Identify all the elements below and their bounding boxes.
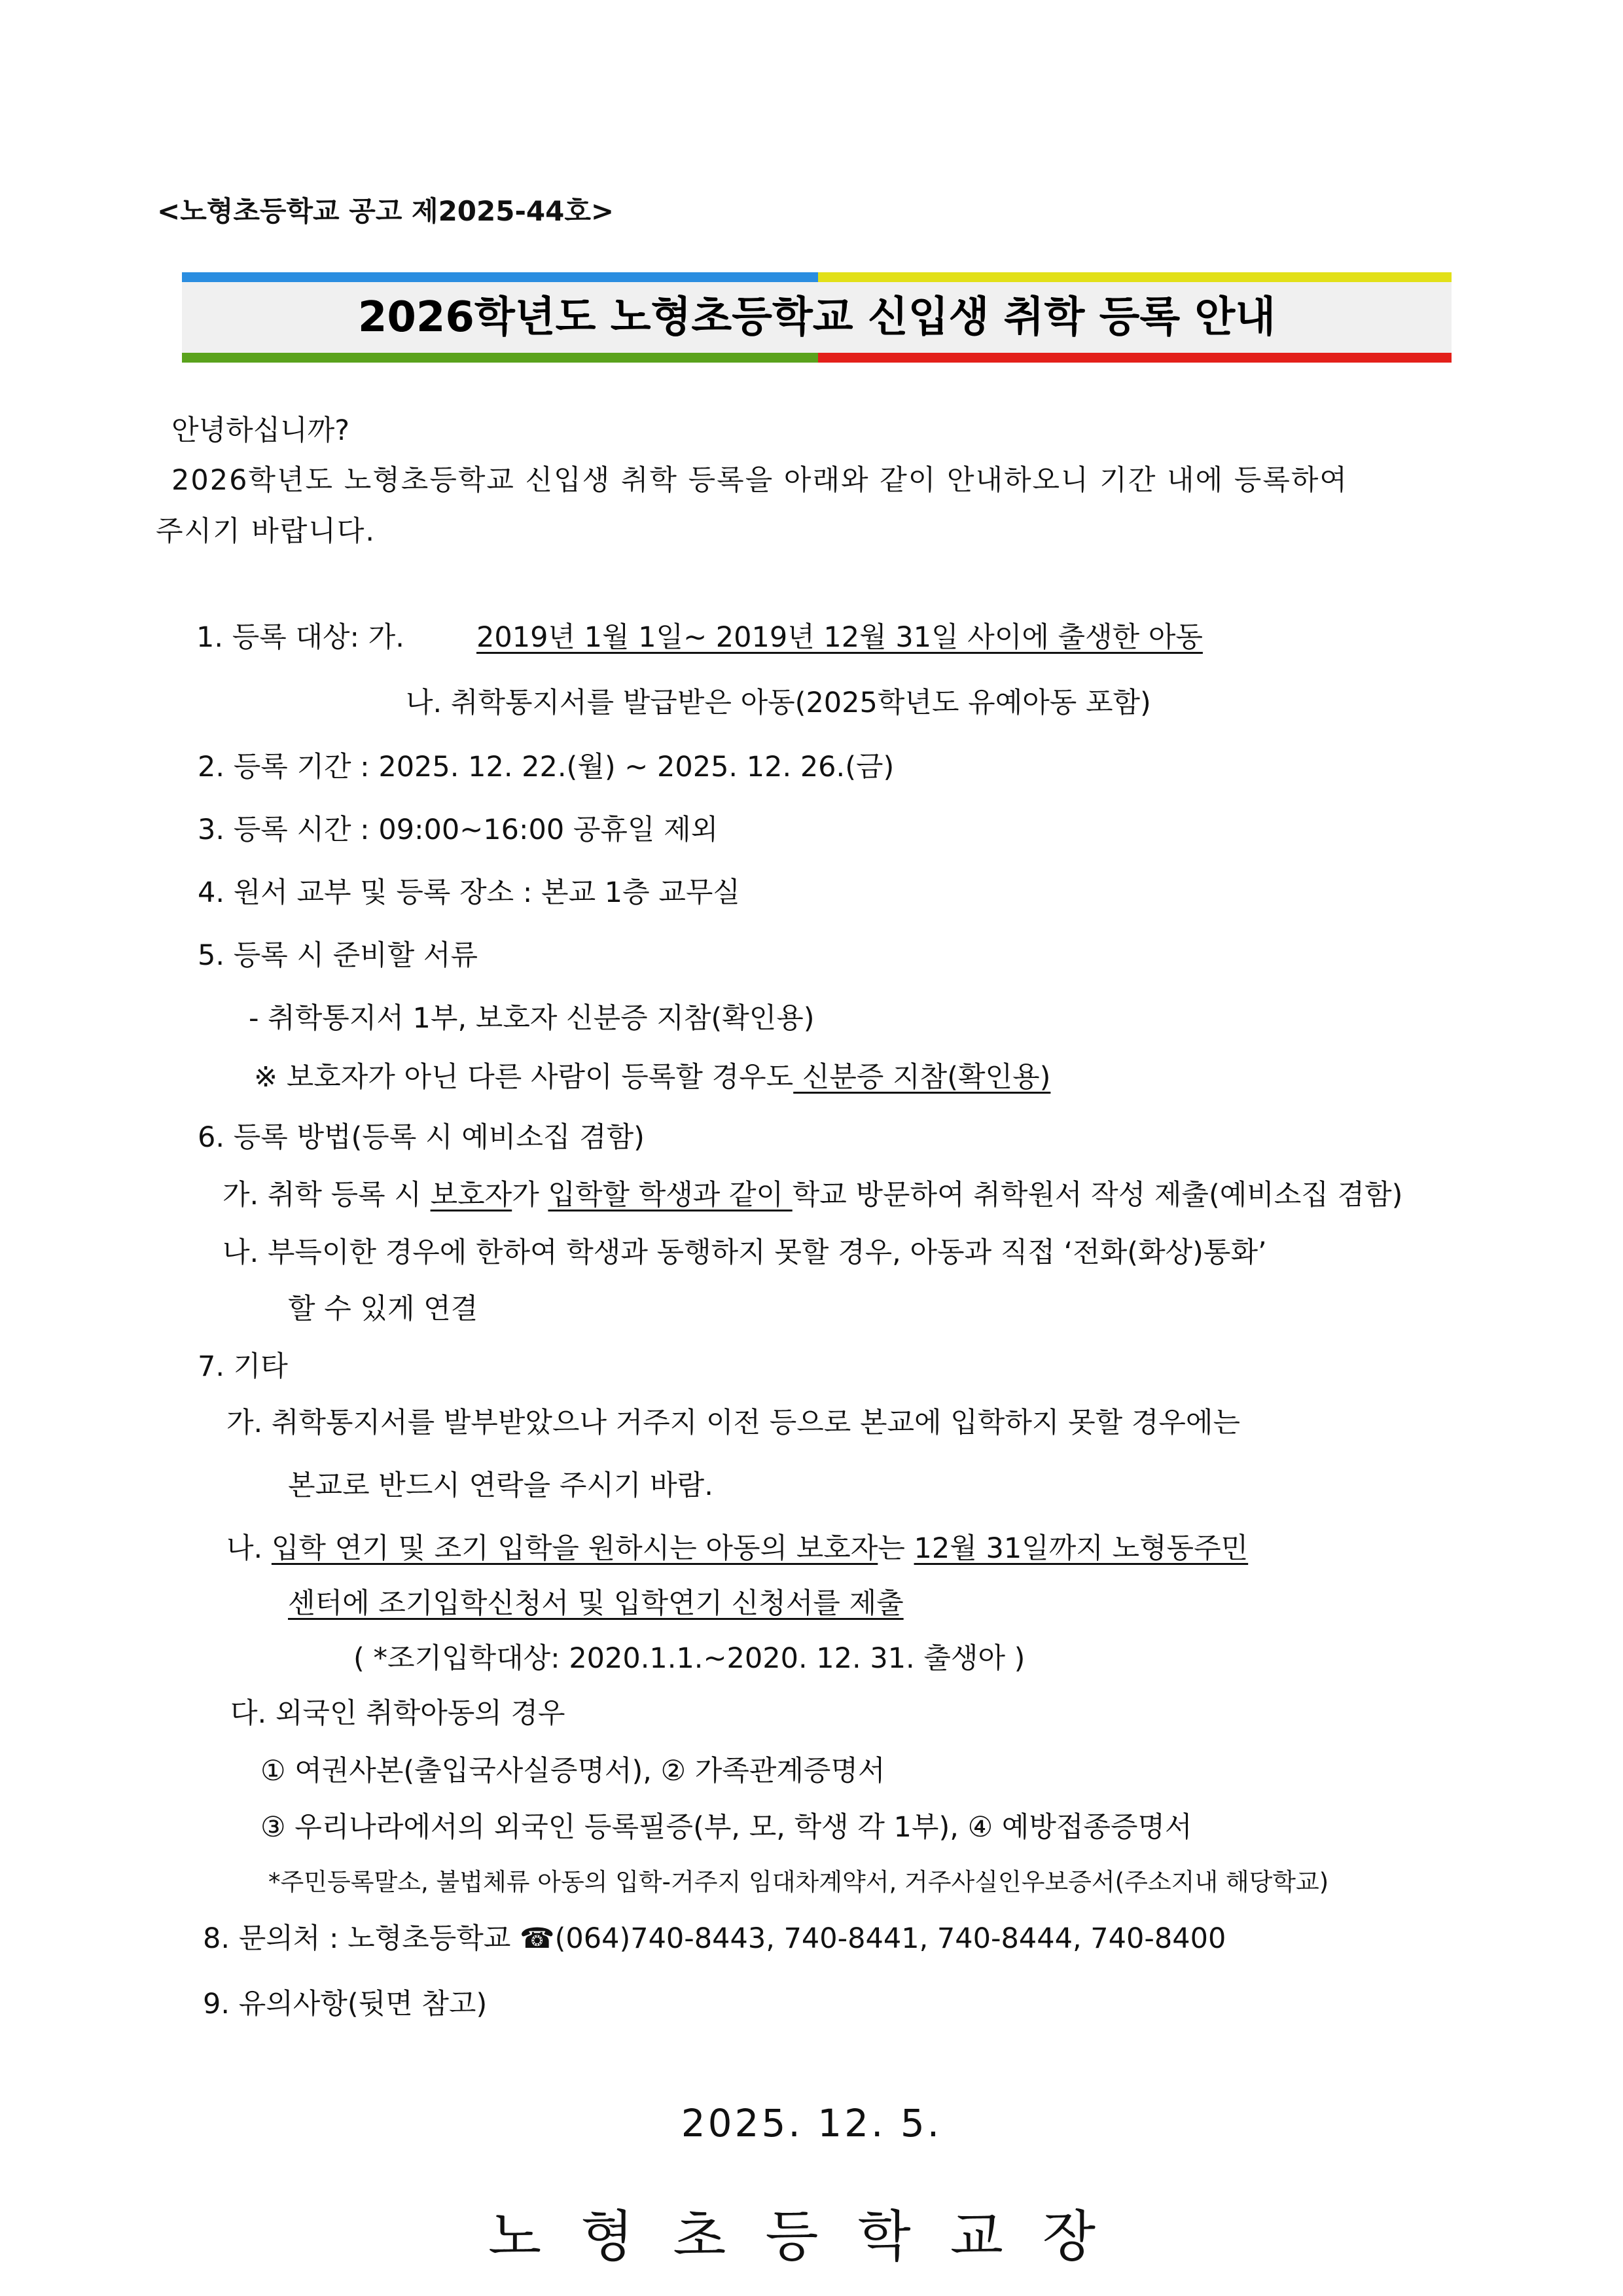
signer: 노형초등학교장	[488, 2204, 1135, 2269]
item-7-b-line-3: ( *조기입학대상: 2020.1.1.~2020. 12. 31. 출생아 )	[353, 1642, 1026, 1675]
item-1-label: 1. 등록 대상: 가.	[196, 621, 404, 654]
page-title: 2026학년도 노형초등학교 신입생 취학 등록 안내	[357, 293, 1276, 342]
item-6-a-3: 가	[512, 1179, 548, 1211]
item-6-a-4: 입학할 학생과 같이	[548, 1179, 793, 1211]
item-7-b-line-2: 센터에 조기입학신청서 및 입학연기 신청서를 제출	[288, 1587, 904, 1620]
item-6-b-line-2: 할 수 있게 연결	[288, 1293, 478, 1325]
item-4: 4. 원서 교부 및 등록 장소 : 본교 1층 교무실	[198, 876, 740, 909]
item-7-c-line-2: ③ 우리나라에서의 외국인 등록필증(부, 모, 학생 각 1부), ④ 예방접종증명서	[260, 1811, 1192, 1844]
item-7-b-label: 나.	[226, 1532, 272, 1565]
notice-number: <노형초등학교 공고 제2025-44호>	[157, 195, 615, 227]
item-7-a-line-1: 가. 취학통지서를 발부받았으나 거주지 이전 등으로 본교에 입학하지 못할 경우에는	[226, 1407, 1240, 1439]
item-7-b-line-1	[226, 1532, 1248, 1566]
item-7-b-text: 는	[878, 1532, 914, 1565]
item-6-b-line-1: 나. 부득이한 경우에 한하여 학생과 동행하지 못할 경우, 아동과 직접 ‘전화(화상)통화’	[223, 1236, 1267, 1269]
item-5-b-text: ※ 보호자가 아닌 다른 사람이 등록할 경우도	[254, 1061, 794, 1094]
intro-line-1: 2026학년도 노형초등학교 신입생 취학 등록을 아래와 같이 안내하오니 기간 내에 등록하여	[171, 464, 1348, 497]
item-1-b: 나. 취학통지서를 발급받은 아동(2025학년도 유예아동 포함)	[406, 687, 1151, 719]
banner-bar-top-right	[818, 272, 1452, 282]
item-6-label: 6. 등록 방법(등록 시 예비소집 겸함)	[198, 1121, 645, 1154]
notice-date: 2025. 12. 5.	[681, 2101, 942, 2145]
greeting: 안녕하십니까?	[171, 414, 350, 447]
item-7-label: 7. 기타	[198, 1350, 288, 1383]
item-7-b-underlined-1: 입학 연기 및 조기 입학을 원하시는 아동의 보호자	[271, 1532, 878, 1565]
item-5-b	[254, 1060, 1050, 1094]
item-9: 9. 유의사항(뒷면 참고)	[203, 1988, 488, 2020]
item-6-a	[223, 1178, 1402, 1212]
item-5-b-underlined: 신분증 지참(확인용)	[793, 1061, 1051, 1094]
banner-bar-bottom-left	[182, 353, 818, 363]
item-2: 2. 등록 기간 : 2025. 12. 22.(월) ~ 2025. 12. 26.(금)	[198, 751, 895, 783]
item-7-c-line-1: ① 여권사본(출입국사실증명서), ② 가족관계증명서	[260, 1755, 885, 1787]
item-6-a-2: 보호자	[430, 1179, 512, 1211]
item-3: 3. 등록 시간 : 09:00~16:00 공휴일 제외	[198, 814, 719, 846]
banner-bar-top-left	[182, 272, 818, 282]
item-7-a-line-2: 본교로 반드시 연락을 주시기 바람.	[288, 1469, 713, 1502]
banner-bar-bottom-right	[818, 353, 1452, 363]
item-7-b-underlined-2: 12월 31일까지 노형동주민	[914, 1532, 1249, 1565]
item-1-a: 2019년 1월 1일~ 2019년 12월 31일 사이에 출생한 아동	[476, 621, 1203, 654]
title-banner	[182, 272, 1452, 363]
item-8-contact: 8. 문의처 : 노형초등학교 ☎(064)740-8443, 740-8441, 740-8444, 740-8400	[203, 1922, 1226, 1955]
item-7-c-note: *주민등록말소, 불법체류 아동의 입학-거주지 임대차계약서, 거주사실인우보증서(주소지내 해당학교)	[268, 1868, 1329, 1896]
item-5-a: - 취학통지서 1부, 보호자 신분증 지참(확인용)	[249, 1002, 815, 1035]
item-7-c-label: 다. 외국인 취학아동의 경우	[230, 1697, 565, 1730]
item-6-a-1: 가. 취학 등록 시	[223, 1179, 431, 1211]
intro-line-2: 주시기 바랍니다.	[156, 515, 376, 548]
item-6-a-5: 학교 방문하여 취학원서 작성 제출(예비소집 겸함)	[792, 1179, 1403, 1211]
item-5-label: 5. 등록 시 준비할 서류	[198, 939, 478, 972]
